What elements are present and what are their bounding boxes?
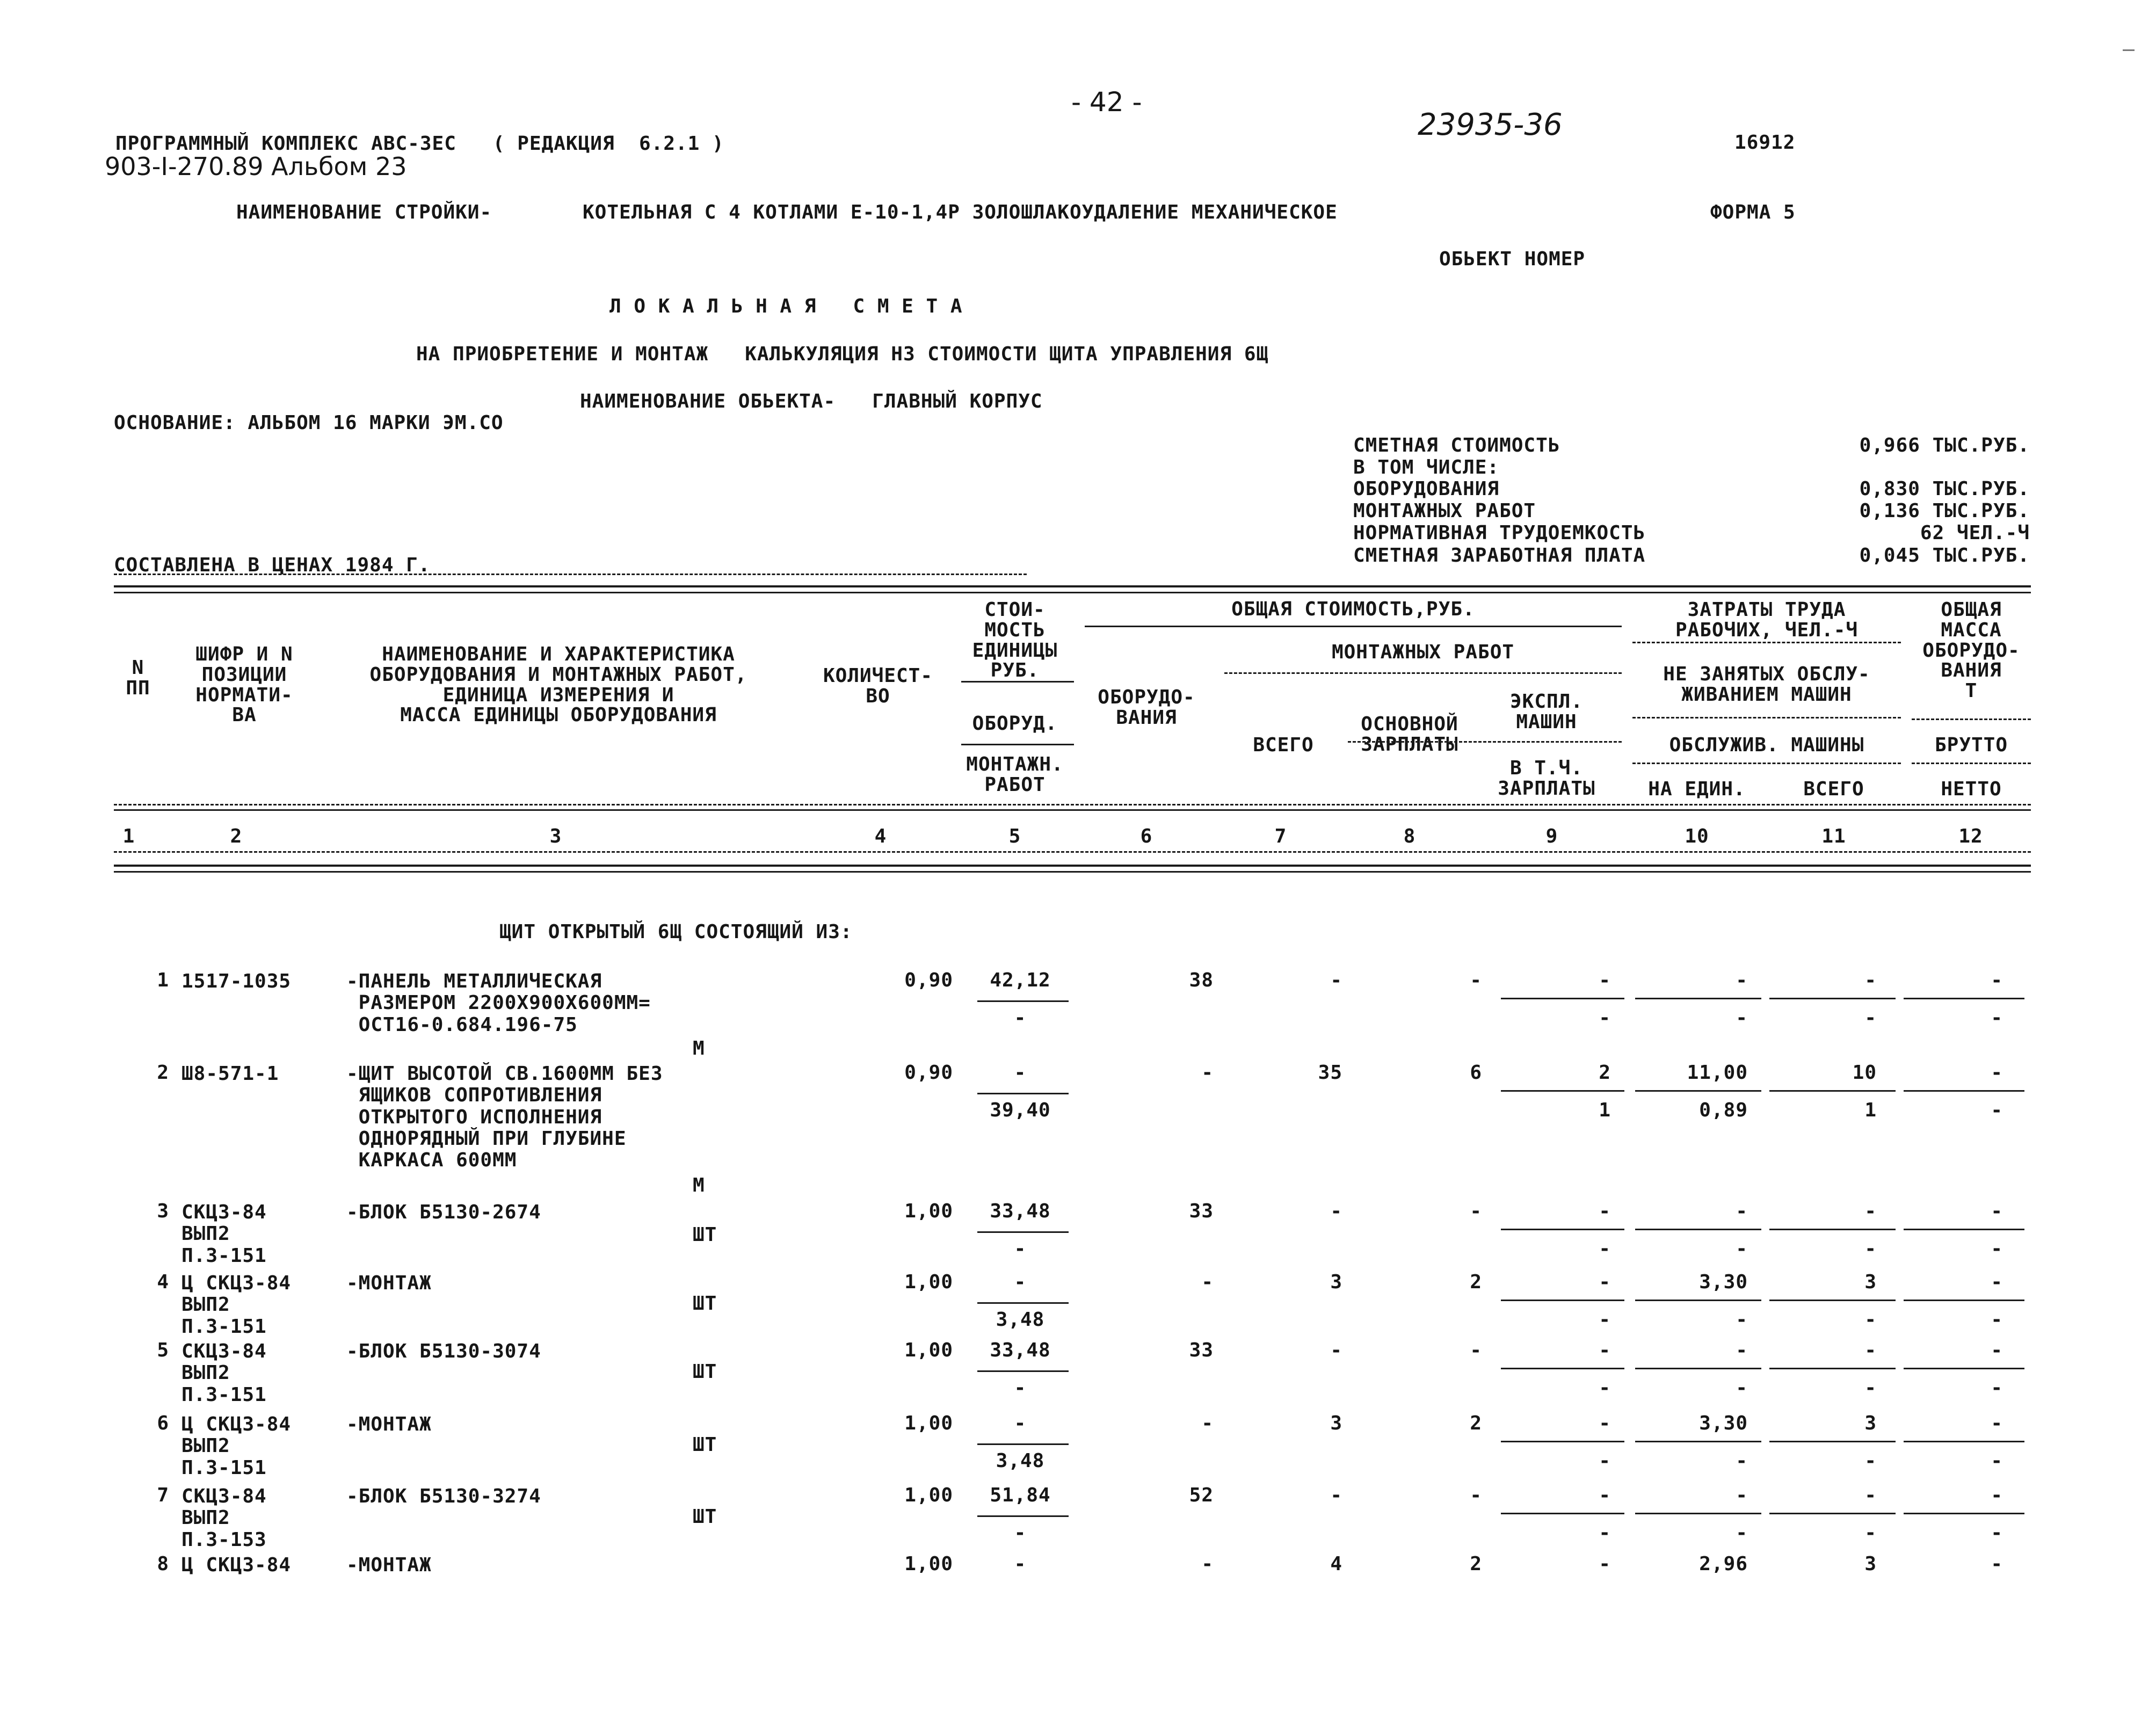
row-base-salary: 6 <box>1470 1062 1482 1084</box>
row-mass-bottom: - <box>1991 1450 2003 1472</box>
row-unit: М <box>693 1037 705 1059</box>
col-header-1: N ПП <box>126 657 150 699</box>
col-header-11: ВСЕГО <box>1803 778 1864 800</box>
row-name: -БЛОК Б5130-2674 <box>346 1201 541 1223</box>
row-machines-top: - <box>1599 969 1611 991</box>
col5-rule-1 <box>961 681 1074 683</box>
cell-divider-rule <box>1501 1090 1624 1092</box>
cell-divider-rule <box>977 1231 1069 1233</box>
row-number: 8 <box>157 1553 169 1575</box>
column-number: 9 <box>1545 825 1558 847</box>
row-machines-top: - <box>1599 1412 1611 1434</box>
header-top-rule <box>114 585 2031 587</box>
summary-label: В ТОМ ЧИСЛЕ: <box>1353 456 1500 478</box>
row-mass-bottom: - <box>1991 1377 2003 1399</box>
cell-divider-rule <box>1769 1300 1896 1301</box>
row-unit-equip-cost: - <box>1014 1062 1027 1084</box>
col-header-4: КОЛИЧЕСТ- ВО <box>823 665 933 707</box>
row-labor-total-top: 3 <box>1864 1271 1877 1293</box>
group-header-cost: ОБЩАЯ СТОИМОСТЬ,РУБ. <box>1231 598 1475 620</box>
album-line: 903-I-270.89 Альбом 23 <box>105 152 407 181</box>
cell-divider-rule <box>1904 1090 2024 1092</box>
cell-divider-rule <box>1904 1300 2024 1301</box>
row-code: Ц СКЦЗ-84 ВЫП2 П.3-151 <box>182 1272 292 1338</box>
summary-label: СМЕТНАЯ СТОИМОСТЬ <box>1353 434 1560 456</box>
col-header-5-bot: МОНТАЖН. РАБОТ <box>966 753 1064 796</box>
row-unit: М <box>693 1174 705 1196</box>
row-mass-bottom: - <box>1991 1522 2003 1544</box>
row-machines-top: - <box>1599 1339 1611 1361</box>
cell-divider-rule <box>1501 1229 1624 1230</box>
row-quantity: 1,00 <box>904 1553 953 1575</box>
row-labor-total-bottom: - <box>1864 1522 1877 1544</box>
labor-subheader: НЕ ЗАНЯТЫХ ОБСЛУ- ЖИВАНИЕМ МАШИН <box>1663 663 1870 706</box>
section-title: ЩИТ ОТКРЫТЫЙ 6Щ СОСТОЯЩИЙ ИЗ: <box>499 921 853 943</box>
row-unit-mont-cost: - <box>1014 1238 1027 1260</box>
row-labor-unit-top: - <box>1736 1200 1748 1222</box>
row-code: СКЦЗ-84 ВЫП2 П.3-151 <box>182 1201 267 1267</box>
row-code: СКЦЗ-84 ВЫП2 П.3-153 <box>182 1485 267 1551</box>
row-labor-unit-bottom: - <box>1736 1238 1748 1260</box>
col-header-12-bot: НЕТТО <box>1941 778 2002 800</box>
row-unit-equip-cost: 42,12 <box>990 969 1051 991</box>
col-header-12-top: ОБЩАЯ МАССА ОБОРУДО- ВАНИЯ Т <box>1922 599 2020 702</box>
row-equip-cost: 52 <box>1189 1484 1214 1506</box>
summary-value: 0,830 ТЫС.РУБ. <box>1859 478 2030 500</box>
row-quantity: 1,00 <box>904 1200 953 1222</box>
cell-divider-rule <box>1635 1441 1761 1442</box>
page-number: - 42 - <box>1071 86 1142 118</box>
col12-rule-1 <box>1912 718 2031 720</box>
column-number: 2 <box>230 825 243 847</box>
cell-divider-rule <box>1769 998 1896 999</box>
row-labor-unit-bottom: 0,89 <box>1699 1099 1748 1121</box>
row-unit-equip-cost: - <box>1014 1271 1027 1293</box>
group-cost-rule <box>1085 626 1622 627</box>
cell-divider-rule <box>1904 1229 2024 1230</box>
summary-value: 62 ЧЕЛ.-Ч <box>1920 522 2030 544</box>
row-mass-top: - <box>1991 1200 2003 1222</box>
row-labor-unit-bottom: - <box>1736 1450 1748 1472</box>
form-label: ФОРМА 5 <box>1710 201 1796 223</box>
row-labor-total-bottom: - <box>1864 1238 1877 1260</box>
row-quantity: 0,90 <box>904 969 953 991</box>
column-number: 7 <box>1274 825 1287 847</box>
row-unit-mont-cost: 3,48 <box>996 1309 1045 1331</box>
col-header-5-mid: ОБОРУД. <box>972 713 1058 735</box>
row-base-salary: 2 <box>1470 1412 1482 1434</box>
summary-value: 0,136 ТЫС.РУБ. <box>1859 500 2030 522</box>
row-machines-bottom: - <box>1599 1450 1611 1472</box>
row-quantity: 0,90 <box>904 1062 953 1084</box>
row-code: 1517-1035 <box>182 970 292 992</box>
cell-divider-rule <box>1635 1229 1761 1230</box>
row-base-salary: - <box>1470 1339 1482 1361</box>
row-machines-bottom: - <box>1599 1238 1611 1260</box>
group-labor-rule <box>1632 642 1901 643</box>
column-number: 1 <box>122 825 135 847</box>
row-base-salary: - <box>1470 1484 1482 1506</box>
row-unit: ШТ <box>693 1506 717 1528</box>
row-base-salary: 2 <box>1470 1553 1482 1575</box>
row-mass-top: - <box>1991 1553 2003 1575</box>
row-equip-cost: - <box>1201 1062 1214 1084</box>
cell-divider-rule <box>1501 1368 1624 1369</box>
column-numbers-underline <box>114 851 2031 853</box>
row-equip-cost: 38 <box>1189 969 1214 991</box>
row-machines-top: - <box>1599 1484 1611 1506</box>
row-machines-bottom: - <box>1599 1007 1611 1029</box>
row-machines-bottom: - <box>1599 1522 1611 1544</box>
column-number: 12 <box>1958 825 1983 847</box>
col5-rule-2 <box>961 744 1074 745</box>
col-header-9-bot: В Т.Ч. ЗАРПЛАТЫ <box>1498 757 1595 800</box>
cell-divider-rule <box>1904 1441 2024 1442</box>
row-mass-top: - <box>1991 1412 2003 1434</box>
row-code: Ц СКЦЗ-84 <box>182 1554 292 1576</box>
row-base-salary: 2 <box>1470 1271 1482 1293</box>
col12-rule-2 <box>1912 763 2031 764</box>
row-name: -ЩИТ ВЫСОТОЙ СВ.1600ММ БЕЗ ЯЩИКОВ СОПРОТИВЛЕНИЯ ОТКРЫТОГО ИСПОЛНЕНИЯ ОДНОРЯДНЫЙ ПРИ ГЛУБИНЕ КАРКАСА 600ММ <box>346 1063 663 1172</box>
row-name: -МОНТАЖ <box>346 1554 432 1576</box>
row-base-salary: - <box>1470 1200 1482 1222</box>
row-machines-bottom: - <box>1599 1309 1611 1331</box>
row-unit: ШТ <box>693 1224 717 1246</box>
corner-mark <box>2123 49 2135 51</box>
row-equip-cost: - <box>1201 1553 1214 1575</box>
row-quantity: 1,00 <box>904 1484 953 1506</box>
group-header-mont: МОНТАЖНЫХ РАБОТ <box>1331 641 1515 663</box>
row-labor-unit-bottom: - <box>1736 1522 1748 1544</box>
program-line: ПРОГРАММНЫЙ КОМПЛЕКС АВС-ЗЕС ( РЕДАКЦИЯ 6.2.1 ) <box>115 133 724 155</box>
row-unit-mont-cost: 3,48 <box>996 1450 1045 1472</box>
col-header-8: ОСНОВНОЙ ЗАРПЛАТЫ <box>1361 713 1458 756</box>
row-name: -БЛОК Б5130-3074 <box>346 1340 541 1362</box>
row-number: 5 <box>157 1339 169 1361</box>
row-machines-bottom: 1 <box>1599 1099 1611 1121</box>
cell-divider-rule <box>1501 998 1624 999</box>
summary-value: 0,045 ТЫС.РУБ. <box>1859 545 2030 567</box>
group-header-labor: ЗАТРАТЫ ТРУДА РАБОЧИХ, ЧЕЛ.-Ч <box>1675 599 1859 641</box>
col-header-10: НА ЕДИН. <box>1648 778 1746 800</box>
row-unit-equip-cost: - <box>1014 1412 1027 1434</box>
cell-divider-rule <box>977 1000 1069 1002</box>
header-bottom-rule <box>114 804 2031 805</box>
row-number: 1 <box>157 969 169 991</box>
stroika-label: НАИМЕНОВАНИЕ СТРОЙКИ- <box>236 201 492 223</box>
col-header-9-top: ЭКСПЛ. МАШИН <box>1509 691 1584 733</box>
row-name: -БЛОК Б5130-3274 <box>346 1485 541 1507</box>
row-code: Ц СКЦЗ-84 ВЫП2 П.3-151 <box>182 1413 292 1479</box>
cell-divider-rule <box>1635 1513 1761 1514</box>
row-unit-equip-cost: 33,48 <box>990 1200 1051 1222</box>
cell-divider-rule <box>1904 1513 2024 1514</box>
row-mass-bottom: - <box>1991 1238 2003 1260</box>
row-number: 2 <box>157 1062 169 1084</box>
cell-divider-rule <box>977 1093 1069 1094</box>
row-number: 6 <box>157 1412 169 1434</box>
row-quantity: 1,00 <box>904 1339 953 1361</box>
handwritten-code: 23935-36 <box>1418 107 1563 142</box>
row-labor-total-top: 3 <box>1864 1553 1877 1575</box>
row-labor-total-bottom: 1 <box>1864 1099 1877 1121</box>
stroika-name: КОТЕЛЬНАЯ С 4 КОТЛАМИ Е-10-1,4Р ЗОЛОШЛАКОУДАЛЕНИЕ МЕХАНИЧЕСКОЕ <box>583 201 1338 223</box>
table-header-end-rule <box>114 865 2031 867</box>
row-mass-bottom: - <box>1991 1309 2003 1331</box>
row-unit-mont-cost: - <box>1014 1377 1027 1399</box>
row-labor-unit-top: - <box>1736 1484 1748 1506</box>
cell-divider-rule <box>1769 1090 1896 1092</box>
cell-divider-rule <box>977 1515 1069 1517</box>
column-number: 11 <box>1821 825 1846 847</box>
summary-value: 0,966 ТЫС.РУБ. <box>1859 434 2030 456</box>
row-labor-unit-top: - <box>1736 969 1748 991</box>
row-labor-unit-top: 2,96 <box>1699 1553 1748 1575</box>
col-header-12-mid: БРУТТО <box>1934 734 2008 756</box>
row-unit: ШТ <box>693 1361 717 1383</box>
cell-divider-rule <box>1635 998 1761 999</box>
row-labor-total-bottom: - <box>1864 1007 1877 1029</box>
row-machines-top: - <box>1599 1200 1611 1222</box>
row-machines-bottom: - <box>1599 1377 1611 1399</box>
row-equip-cost: - <box>1201 1412 1214 1434</box>
document-title: Л О К А Л Ь Н А Я С М Е Т А <box>609 295 963 317</box>
cell-divider-rule <box>1904 998 2024 999</box>
col-header-3: НАИМЕНОВАНИЕ И ХАРАКТЕРИСТИКА ОБОРУДОВАНИЯ И МОНТАЖНЫХ РАБОТ, ЕДИНИЦА ИЗМЕРЕНИЯ И МАССА ЕДИНИЦЫ ОБОРУДОВАНИЯ <box>369 643 747 727</box>
row-unit: ШТ <box>693 1434 717 1456</box>
row-labor-total-top: 10 <box>1852 1062 1877 1084</box>
labor-sub-rule <box>1632 717 1901 718</box>
table-header-end-rule-2 <box>114 871 2031 873</box>
doc-number: 16912 <box>1734 132 1796 154</box>
row-name: -МОНТАЖ <box>346 1272 432 1294</box>
row-machines-top: 2 <box>1599 1062 1611 1084</box>
row-unit: ШТ <box>693 1293 717 1315</box>
row-number: 7 <box>157 1484 169 1506</box>
row-equip-cost: 33 <box>1189 1200 1214 1222</box>
col-header-2: ШИФР И N ПОЗИЦИИ НОРМАТИ- ВА <box>195 643 293 727</box>
row-quantity: 1,00 <box>904 1412 953 1434</box>
row-total-mont: 35 <box>1318 1062 1342 1084</box>
row-labor-total-top: - <box>1864 1484 1877 1506</box>
cell-divider-rule <box>977 1370 1069 1372</box>
row-name: -ПАНЕЛЬ МЕТАЛЛИЧЕСКАЯ РАЗМЕРОМ 2200Х900Х600ММ= ОСТ16-0.684.196-75 <box>346 970 651 1036</box>
composed-underline <box>114 574 1027 575</box>
row-code: Ш8-571-1 <box>182 1063 279 1085</box>
row-number: 3 <box>157 1200 169 1222</box>
summary-label: МОНТАЖНЫХ РАБОТ <box>1353 500 1536 522</box>
cell-divider-rule <box>1769 1441 1896 1442</box>
header-top-rule-2 <box>114 592 2031 593</box>
row-labor-total-bottom: - <box>1864 1377 1877 1399</box>
cell-divider-rule <box>1904 1368 2024 1369</box>
summary-label: ОБОРУДОВАНИЯ <box>1353 478 1500 500</box>
column-number: 3 <box>549 825 562 847</box>
summary-label: НОРМАТИВНАЯ ТРУДОЕМКОСТЬ <box>1353 522 1646 544</box>
row-unit-mont-cost: - <box>1014 1007 1027 1029</box>
cell-divider-rule <box>977 1302 1069 1304</box>
cell-divider-rule <box>1635 1300 1761 1301</box>
row-labor-total-top: - <box>1864 1339 1877 1361</box>
row-labor-total-bottom: - <box>1864 1309 1877 1331</box>
column-number: 10 <box>1685 825 1709 847</box>
row-mass-top: - <box>1991 969 2003 991</box>
object-number: ОБЬЕКТ НОМЕР <box>1439 248 1586 270</box>
header-bottom-rule-2 <box>114 809 2031 811</box>
row-labor-total-top: - <box>1864 969 1877 991</box>
cell-divider-rule <box>1635 1368 1761 1369</box>
row-labor-unit-top: - <box>1736 1339 1748 1361</box>
column-number: 4 <box>874 825 887 847</box>
row-mass-top: - <box>1991 1484 2003 1506</box>
composed-line: СОСТАВЛЕНА В ЦЕНАХ 1984 Г. <box>114 554 431 576</box>
row-mass-top: - <box>1991 1271 2003 1293</box>
row-labor-total-top: 3 <box>1864 1412 1877 1434</box>
row-base-salary: - <box>1470 969 1482 991</box>
cell-divider-rule <box>1769 1513 1896 1514</box>
row-code: СКЦЗ-84 ВЫП2 П.3-151 <box>182 1340 267 1406</box>
cell-divider-rule <box>1769 1368 1896 1369</box>
row-total-mont: 4 <box>1330 1553 1342 1575</box>
column-number: 6 <box>1140 825 1153 847</box>
row-unit-mont-cost: - <box>1014 1522 1027 1544</box>
summary-label: СМЕТНАЯ ЗАРАБОТНАЯ ПЛАТА <box>1353 545 1646 567</box>
row-mass-bottom: - <box>1991 1099 2003 1121</box>
row-quantity: 1,00 <box>904 1271 953 1293</box>
labor-sub-rule-2 <box>1632 763 1901 764</box>
row-equip-cost: - <box>1201 1271 1214 1293</box>
row-unit-mont-cost: 39,40 <box>990 1099 1051 1121</box>
row-mass-bottom: - <box>1991 1007 2003 1029</box>
row-mass-top: - <box>1991 1062 2003 1084</box>
column-number: 5 <box>1008 825 1021 847</box>
row-machines-top: - <box>1599 1553 1611 1575</box>
row-labor-unit-bottom: - <box>1736 1007 1748 1029</box>
row-total-mont: - <box>1330 1484 1342 1506</box>
row-machines-top: - <box>1599 1271 1611 1293</box>
row-labor-unit-top: 11,00 <box>1687 1062 1748 1084</box>
row-total-mont: 3 <box>1330 1412 1342 1434</box>
row-total-mont: - <box>1330 969 1342 991</box>
row-labor-unit-bottom: - <box>1736 1377 1748 1399</box>
basis-line: ОСНОВАНИЕ: АЛЬБОМ 16 МАРКИ ЭМ.СО <box>114 412 504 434</box>
col-header-7: ВСЕГО <box>1253 734 1314 756</box>
row-name: -МОНТАЖ <box>346 1413 432 1435</box>
cell-divider-rule <box>1635 1090 1761 1092</box>
col-header-6: ОБОРУДО- ВАНИЯ <box>1098 686 1195 729</box>
labor-subheader-2: ОБСЛУЖИВ. МАШИНЫ <box>1669 734 1864 756</box>
row-labor-unit-top: 3,30 <box>1699 1271 1748 1293</box>
row-unit-equip-cost: 51,84 <box>990 1484 1051 1506</box>
row-number: 4 <box>157 1271 169 1293</box>
cell-divider-rule <box>1501 1513 1624 1514</box>
object-name: НАИМЕНОВАНИЕ ОБЬЕКТА- ГЛАВНЫЙ КОРПУС <box>580 390 1043 412</box>
col8-9-rule <box>1348 741 1622 743</box>
row-total-mont: 3 <box>1330 1271 1342 1293</box>
cell-divider-rule <box>1501 1300 1624 1301</box>
row-labor-total-top: - <box>1864 1200 1877 1222</box>
row-labor-unit-bottom: - <box>1736 1309 1748 1331</box>
row-total-mont: - <box>1330 1339 1342 1361</box>
row-labor-total-bottom: - <box>1864 1450 1877 1472</box>
row-unit-equip-cost: 33,48 <box>990 1339 1051 1361</box>
row-unit-equip-cost: - <box>1014 1553 1027 1575</box>
cell-divider-rule <box>1501 1441 1624 1442</box>
row-equip-cost: 33 <box>1189 1339 1214 1361</box>
row-total-mont: - <box>1330 1200 1342 1222</box>
col-header-5-top: СТОИ- МОСТЬ ЕДИНИЦЫ РУБ. <box>972 599 1058 682</box>
group-mont-rule <box>1224 672 1622 674</box>
document-subtitle: НА ПРИОБРЕТЕНИЕ И МОНТАЖ КАЛЬКУЛЯЦИЯ НЗ СТОИМОСТИ ЩИТА УПРАВЛЕНИЯ 6Щ <box>416 343 1269 365</box>
cell-divider-rule <box>1769 1229 1896 1230</box>
row-labor-unit-top: 3,30 <box>1699 1412 1748 1434</box>
column-number: 8 <box>1403 825 1416 847</box>
row-mass-top: - <box>1991 1339 2003 1361</box>
cell-divider-rule <box>977 1443 1069 1445</box>
